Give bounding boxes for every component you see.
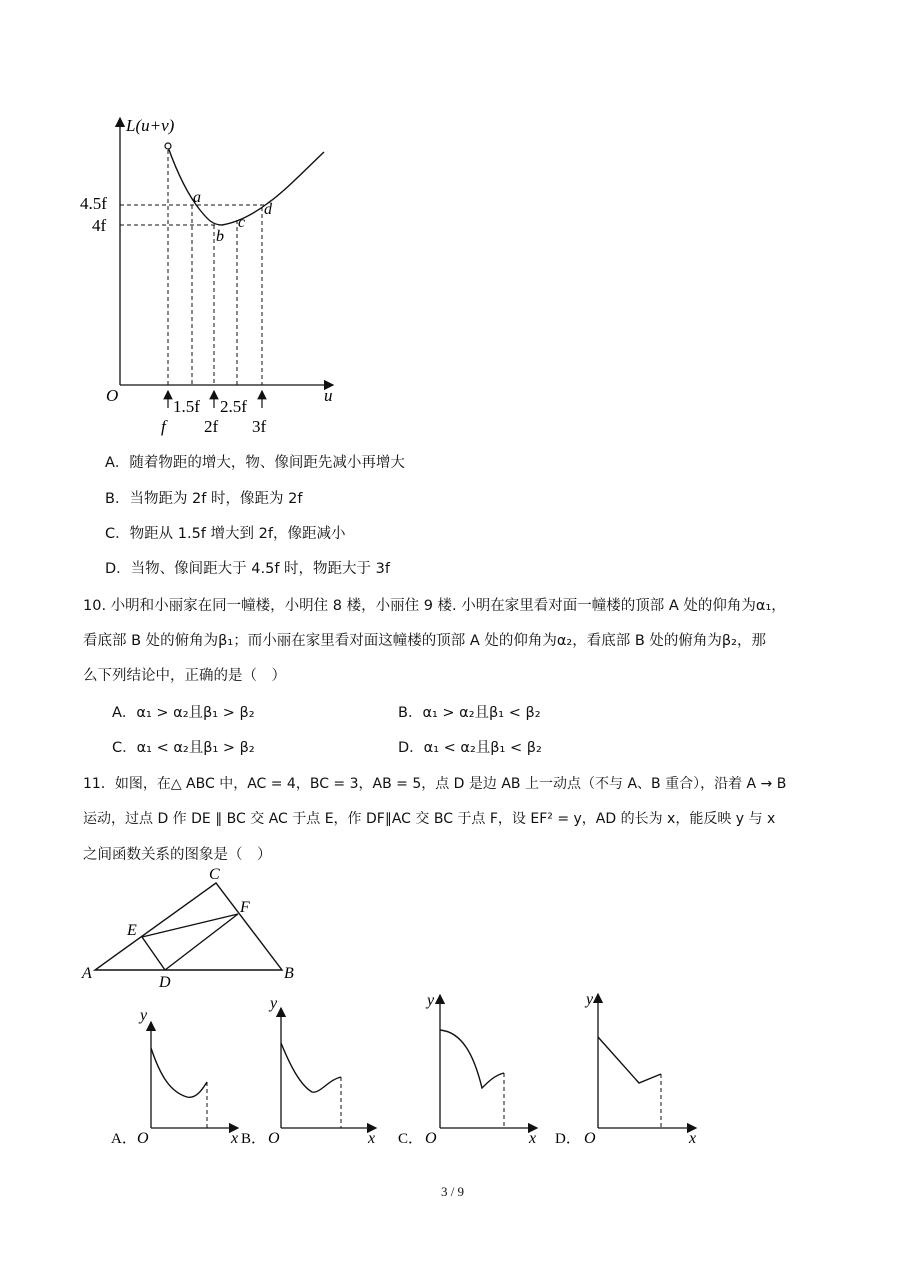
svg-text:x: x <box>689 1130 697 1147</box>
svg-text:O: O <box>268 1130 280 1147</box>
svg-text:x: x <box>368 1130 376 1147</box>
vertex-c: C <box>209 866 220 883</box>
vertex-e: E <box>127 922 137 939</box>
q10-option-b: B．α₁ > α₂且β₁ < β₂ <box>398 705 541 721</box>
point-b: b <box>216 228 224 245</box>
page-number: 3 / 9 <box>440 1184 465 1199</box>
x-tick-3f: 3f <box>252 417 267 436</box>
svg-text:O: O <box>137 1130 149 1147</box>
svg-text:D．: D． <box>555 1131 581 1147</box>
svg-text:x: x <box>529 1130 537 1147</box>
y-tick-4.5f: 4.5f <box>80 194 107 213</box>
svg-text:C．: C． <box>398 1131 424 1147</box>
svg-text:y: y <box>270 995 278 1012</box>
q10-line-3: 么下列结论中，正确的是（ ） <box>83 668 286 684</box>
vertex-f: F <box>240 899 250 916</box>
q9-option-d: D．当物、像间距大于 4.5f 时，物距大于 3f <box>105 561 390 577</box>
graph-b <box>241 995 376 1147</box>
x-tick-2.5f: 2.5f <box>220 397 247 416</box>
svg-text:y: y <box>140 1007 148 1024</box>
svg-text:x: x <box>231 1130 239 1147</box>
x-tick-f: f <box>161 417 166 436</box>
q11-line-1: 11．如图，在△ ABC 中，AC = 4，BC = 3，AB = 5，点 D 是边 AB 上一动点（不与 A、B 重合），沿着 A → B <box>83 776 787 792</box>
svg-text:y: y <box>586 991 594 1008</box>
svg-text:A．: A． <box>111 1131 137 1147</box>
svg-text:y: y <box>427 992 435 1009</box>
y-tick-4f: 4f <box>92 216 107 235</box>
vertex-d: D <box>159 974 171 991</box>
point-d: d <box>264 201 272 218</box>
y-axis-label: L(u+v) <box>126 116 175 135</box>
q10-option-d: D．α₁ < α₂且β₁ < β₂ <box>398 740 542 756</box>
point-c: c <box>238 214 246 231</box>
q10-line-2: 看底部 B 处的俯角为β₁；而小丽在家里看对面这幢楼的顶部 A 处的仰角为α₂，看底部 B 处的俯角为β₂，那 <box>83 633 766 649</box>
q10-option-a: A．α₁ > α₂且β₁ > β₂ <box>112 705 255 721</box>
svg-text:O: O <box>584 1130 596 1147</box>
origin-label: O <box>106 386 119 405</box>
graph-a <box>111 1007 238 1147</box>
x-axis-label: u <box>324 386 333 405</box>
svg-text:B．: B． <box>241 1131 267 1147</box>
vertex-a: A <box>82 965 92 982</box>
q9-option-a: A．随着物距的增大，物、像间距先减小再增大 <box>105 455 405 471</box>
q11-line-3: 之间函数关系的图象是（ ） <box>83 847 272 863</box>
q11-line-2: 运动，过点 D 作 DE ∥ BC 交 AC 于点 E，作 DF∥AC 交 BC 于点 F，设 EF² = y，AD 的长为 x，能反映 y 与 x <box>83 811 776 827</box>
q10-option-c: C．α₁ < α₂且β₁ > β₂ <box>112 740 255 756</box>
vertex-b: B <box>284 965 294 982</box>
x-tick-2f: 2f <box>204 417 219 436</box>
x-tick-1.5f: 1.5f <box>173 397 200 416</box>
svg-text:O: O <box>425 1130 437 1147</box>
q9-option-b: B．当物距为 2f 时，像距为 2f <box>105 491 303 507</box>
point-a: a <box>193 189 201 206</box>
graph-c <box>398 992 537 1147</box>
q10-line-1: 10. 小明和小丽家在同一幢楼，小明住 8 楼，小丽住 9 楼. 小明在家里看对面一幢楼的顶部 A 处的仰角为α₁， <box>83 598 786 614</box>
q9-option-c: C．物距从 1.5f 增大到 2f，像距减小 <box>105 526 346 542</box>
graph-d <box>555 991 696 1147</box>
